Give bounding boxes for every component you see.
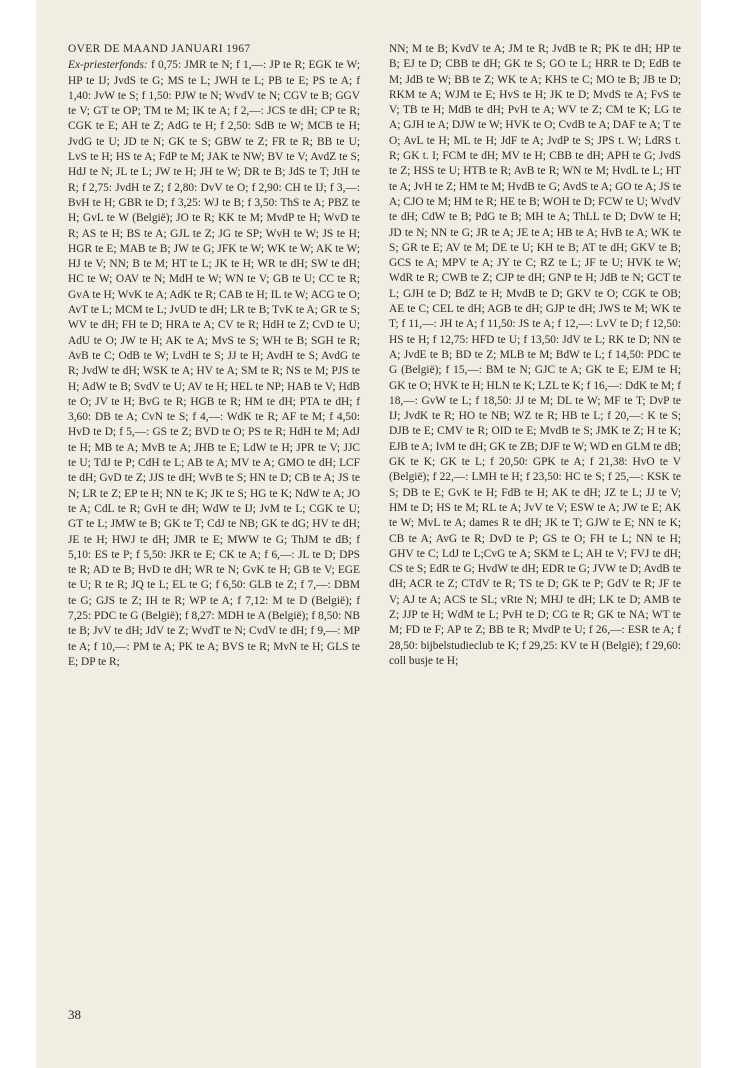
donation-entries-left: f 0,75: JMR te N; f 1,—: JP te R; EGK te W; HP te IJ; JvdS te G; MS te L; JWH te L; PB te E; PS te A; f 1,40: JvW te S; f 1,50: PJW te N; WvdV te N; CGV te B; GGV te V; GT te OP; TM te M; IK te A; f 2,—: JCS te dH; CP te R; CGK te E; AH te Z; AdG te H; f 2,50: SdB te W; MCB te H; JvdG te U; JD te N; GK te S; GBW te Z; FR te R; BB te U; LvS te H; HS te A; FdP te M; JAK te NW; BV te V; AvdZ te S; HdJ te N; JL te L; JW te H; JH te W; DR te B; JdS te T; JtH te R; f 2,75: JvdH te Z; f 2,80: DvV te O; f 2,90: CH te IJ; f 3,—: BvH te H; GBR te D; f 3,25: WJ te B; f 3,50: ThS te A; PBZ te H; GvL te W (België); JO te R; KK te M; MvdP te H; WvD te R; AS te H; BS te A; GJL te Z; JG te SP; WvH te W; JS te H; HGR te E; MAB te B; JW te G; JFK te W; WK te W; AK te W; HJ te V; NN; B te M; HT te L; JK te H; WR te dH; SW te dH; HC te W; OAV te N; MdH te W; WN te V; GB te U; CC te R; GvA te H; WvK te A; AdK te R; CAB te H; IL te W; ACG te O; AvT te L; MCM te L; JvUD te dH; LR te B; TvK te A; GR te S; WV te dH; FH te D; HRA te A; CV te R; HdH te Z; CvD te U; AdU te O; JW te H; AK te A; MvS te S; WH te B; SGH te R; AvB te C; OdB te W; LvdH te S; JJ te H; AvdH te S; AvdG te R; JvdW te dH; WSK te A; HV te A; SM te R; NS te M; PJS te H; AdW te B; SvdV te U; AV te H; HEL te NP; HAB te V; HdB te O; JV te H; BvG te R; HGB te R; HM te dH; PTA te dH; f 3,60: DB te A; CvN te S; f 4,—: WdK te R; AF te M; f 4,50: HvD te D; f 5,—: GS te Z; BVD te O; PS te R; HdH te M; AdJ te H; MB te A; MvB te A; JHB te E; LdW te H; JPR te V; JJC te U; TdJ te P; CdH te L; AB te A; MV te A; GMO te dH; LCF te dH; GvD te Z; JJS te dH; WvB te S; HN te D; CB te A; JS te N; LR te Z; EP te H; NN te K; JK te S; HG te K; NdW te A; JO te A; CdL te R; GvH te dH; WdW te IJ; JvM te L; CGK te U; GT te L; JMW te B; GK te T; CdJ te NB; GK te dG; HV te dH; JE te H; HWJ te dH; JMR te E; MWW te G; ThJM te dB; f 5,10: ES te P; f 5,50: JKR te E; CK te A; f 6,—: JL te D; DPS te R; AD te B; HvD te dH; WR te N; GvK te H; GB te V; EGE te U; R te R; JQ te L; EL te G; f 6,50: GLB te Z; f 7,—: DBM te G; GJS te Z; IH te R; WP te A; f 7,12: M te D (België); f 7,25: PDC te G (België); f 8,27: MDH te A (België); f 8,50: NB te B; JvV te dH; JdV te Z; WvdT te N; CvdV te dH; f 9,—: MP te A; f 10,—: PM te A; PK te A; BVS te R; MvN te H; GLS te E; DP te R; (68, 59, 360, 668)
left-column (68, 42, 360, 670)
left-column-body (68, 58, 360, 670)
donation-list-left (68, 58, 360, 670)
right-column (389, 42, 681, 669)
page-number: 38 (68, 1007, 81, 1022)
fund-title: Ex-priesterfonds: (68, 59, 148, 72)
page-margin (701, 0, 738, 1068)
right-column-body (389, 42, 681, 669)
donation-entries-right: NN; M te B; KvdV te A; JM te R; JvdB te R; PK te dH; HP te B; EJ te D; CBB te dH; GK te S; GO te L; HRR te D; EdB te M; JdB te W; BB te Z; WK te A; KHS te C; MO te B; JB te D; RKM te A; WJM te E; HvS te H; JK te D; MvdS te A; FvS te V; TB te H; MdB te dH; PvH te A; WV te Z; CM te K; LG te A; GJH te A; DJW te W; HVK te O; CvdB te A; DAF te A; T te O; AvL te H; ML te H; JdF te A; JvdP te S; JPS t. W; LdRS t. R; GK t. I; FCM te dH; MV te H; CBB te dH; APH te G; JvdS te Z; HSS te U; HTB te R; AvB te R; WN te M; HvdL te L; HT te A; JvH te Z; HM te M; HvdB te G; AvdS te A; GO te A; JS te A; CJO te M; HM te R; HE te B; WOH te D; FCW te U; WvdV te dH; CdW te B; PdG te B; MH te A; ThLL te D; DvW te H; JD te N; NN te G; JR te A; JE te A; HB te A; HvB te A; WK te S; GR te E; AV te M; DE te U; KH te B; AT te dH; GKV te B; GCS te A; MPV te A; JY te C; RZ te L; JF te U; HVK te W; WdR te R; CWB te Z; CJP te dH; GNP te H; JdB te N; GCT te L; GJH te D; BdZ te H; MvdB te D; GKV te O; CGK te OB; AE te C; CEL te dH; AGB te dH; GJP te dH; JWS te M; WK te T; f 11,—: JH te A; f 11,50: JS te A; f 12,—: LvV te D; f 12,50: HS te H; f 12,75: HFD te U; f 13,50: JdV te L; RK te D; NN te A; JvdE te B; BD te Z; MLB te M; BdW te L; f 14,50: PDC te G (België); f 15,—: BM te N; GJC te A; GK te E; EJM te H; GK te O; HVK te H; HLN te K; LZL te K; f 16,—: DdK te M; f 18,—: GvW te L; f 18,50: JJ te M; DL te W; MF te T; DvP te IJ; JvdK te R; HO te NB; WZ te R; HB te L; f 20,—: K te S; DJB te E; CMV te R; OID te E; MvdB te S; JMK te Z; H te K; EJB te A; IvM te dH; GK te ZB; DJF te W; WD en GLM te dB; GK te K; GK te L; f 20,50: GPK te A; f 21,38: HvO te V (België); f 22,—: LMH te H; f 23,50: HC te S; f 25,—: KSK te S; DB te E; GvK te H; FdB te H; AK te dH; JZ te L; JJ te V; HM te D; HS te M; RL te A; JvV te V; ESW te A; JW te E; AK te W; MvL te A; dames R te dH; JK te T; GJW te E; NN te K; CB te A; AvG te R; DvD te P; GS te O; FH te L; NN te H; GHV te C; LdJ te L;CvG te A; SKM te L; AH te V; FVJ te dH; CS te S; EdR te G; HvdW te dH; EDR te G; JVW te D; AvdB te dH; ACR te Z; CTdV te R; TS te D; GK te P; GdV te R; JF te V; AJ te A; ACS te SL; vRte N; MHJ te dH; LK te D; AMB te Z; JJP te H; WdM te L; PvH te D; CG te R; GK te NA; WT te M; FD te F; AP te Z; BB te R; MvdP te U; f 26,—: ESR te A; f 28,50: bijbelstudieclub te K; f 29,25: KV te H (België); f 29,60: coll busje te H; (389, 43, 681, 667)
page-heading: OVER DE MAAND JANUARI 1967 (68, 43, 251, 55)
